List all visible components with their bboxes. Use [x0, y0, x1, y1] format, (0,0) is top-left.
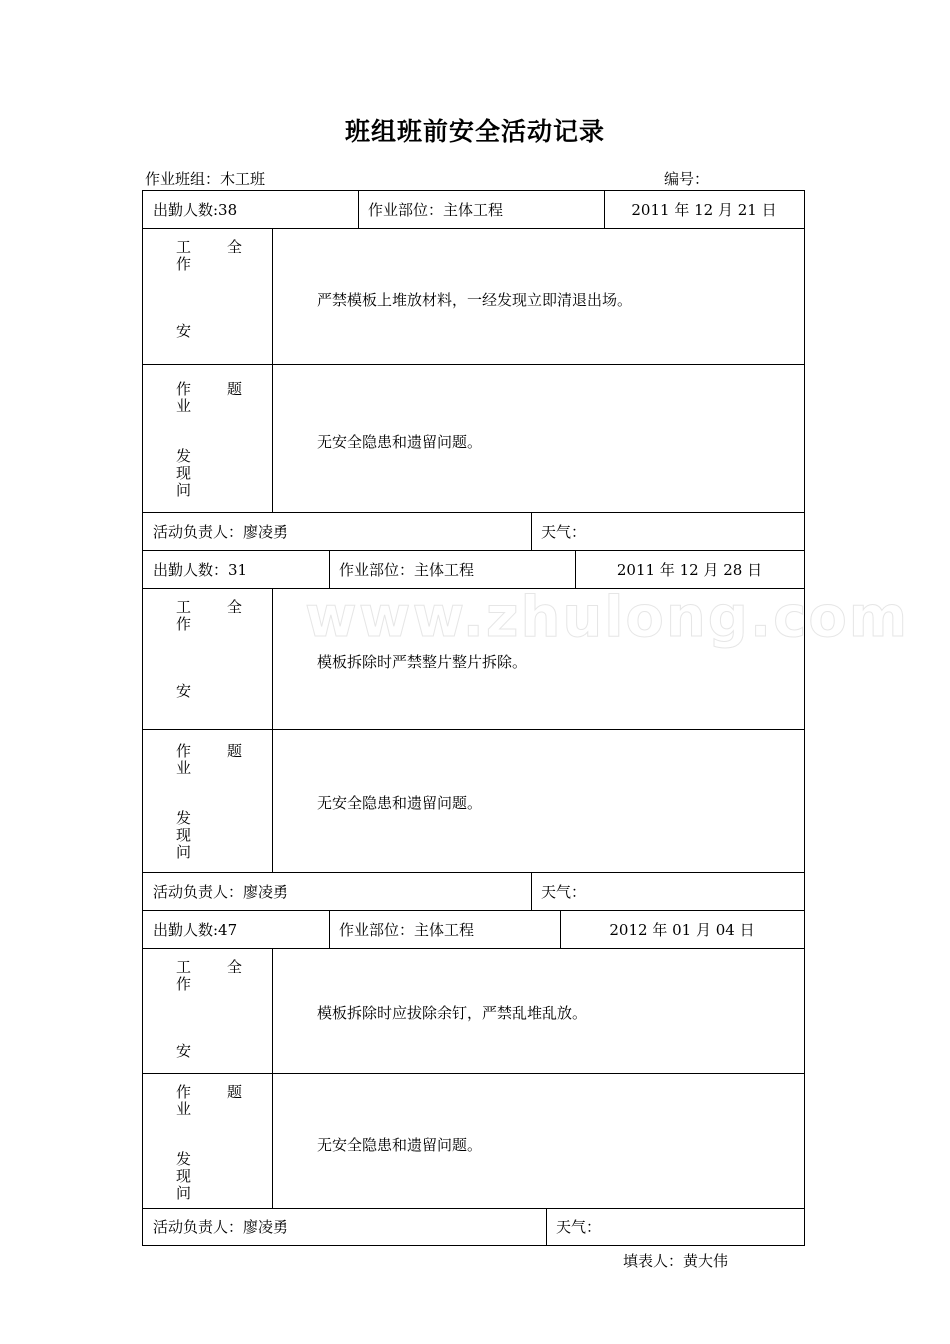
- record-1-attendance: 出勤人数:38: [153, 201, 238, 219]
- record-2-leader: 活动负责人：廖凌勇: [153, 883, 289, 901]
- record-table: [142, 190, 805, 1246]
- record-3-location: 作业部位：主体工程: [339, 921, 475, 939]
- record-3-safety-content: 模板拆除时应拔除余钉，严禁乱堆乱放。: [317, 1004, 588, 1022]
- record-3-weather: 天气：: [556, 1218, 602, 1236]
- record-2-safety-label-d: 安: [176, 682, 192, 700]
- record-1-issue-label-d: 发: [176, 447, 192, 465]
- record-1-leader: 活动负责人：廖凌勇: [153, 523, 289, 541]
- record-3-safety-label-d: 安: [176, 1042, 192, 1060]
- record-2-issue-label-a: 作: [176, 742, 192, 760]
- record-1-safety-label-c: 全: [227, 238, 243, 256]
- record-2-footer: [143, 873, 804, 911]
- record-1-safety-row: [143, 229, 804, 365]
- record-1-issue-label-a: 作: [176, 380, 192, 398]
- record-2-issue-label-f: 问: [176, 843, 192, 861]
- record-1-safety-label-b: 作: [176, 255, 192, 273]
- record-3-safety-label-a: 工: [176, 958, 192, 976]
- record-2-attendance: 出勤人数：31: [153, 561, 248, 579]
- record-3-header: [143, 911, 804, 949]
- record-2-weather: 天气：: [541, 883, 587, 901]
- record-2-safety-label-b: 作: [176, 615, 192, 633]
- record-1-issue-label-f: 问: [176, 481, 192, 499]
- record-1-safety-label-d: 安: [176, 322, 192, 340]
- filler-label: 填表人：黄大伟: [623, 1252, 729, 1270]
- record-1-weather: 天气：: [541, 523, 587, 541]
- record-1-safety-label-a: 工: [176, 238, 192, 256]
- record-2-issue-row: [143, 730, 804, 873]
- record-3-footer: [143, 1209, 804, 1245]
- record-2-safety-content: 模板拆除时严禁整片整片拆除。: [317, 653, 528, 671]
- record-3-safety-row: [143, 949, 804, 1074]
- record-1-issue-content: 无安全隐患和遗留问题。: [317, 433, 483, 451]
- number-label: 编号：: [664, 170, 710, 188]
- record-2-issue-content: 无安全隐患和遗留问题。: [317, 794, 483, 812]
- record-1-location: 作业部位：主体工程: [368, 201, 504, 219]
- record-3-safety-label-b: 作: [176, 975, 192, 993]
- record-1-issue-label-c: 题: [227, 380, 243, 398]
- record-3-issue-label-e: 现: [176, 1167, 192, 1185]
- record-3-attendance: 出勤人数:47: [153, 921, 238, 939]
- record-2-issue-label-b: 业: [176, 759, 192, 777]
- record-2-location: 作业部位：主体工程: [339, 561, 475, 579]
- record-3-issue-label-f: 问: [176, 1184, 192, 1202]
- record-1-date: 2011 年 12 月 21 日: [631, 201, 777, 219]
- record-3-issue-content: 无安全隐患和遗留问题。: [317, 1136, 483, 1154]
- record-2-safety-row: [143, 589, 804, 730]
- record-3-issue-label-a: 作: [176, 1083, 192, 1101]
- record-3-issue-label-d: 发: [176, 1150, 192, 1168]
- record-2-issue-label-c: 题: [227, 742, 243, 760]
- record-1-issue-label-b: 业: [176, 397, 192, 415]
- record-3-issue-label-c: 题: [227, 1083, 243, 1101]
- record-2-safety-label-c: 全: [227, 598, 243, 616]
- record-2-safety-label-a: 工: [176, 598, 192, 616]
- record-2-header: [143, 551, 804, 589]
- watermark: www.zhulong.com: [305, 585, 910, 650]
- record-3-issue-row: [143, 1074, 804, 1209]
- record-1-header: [143, 191, 804, 229]
- record-2-issue-label-d: 发: [176, 809, 192, 827]
- record-3-safety-label-c: 全: [227, 958, 243, 976]
- record-3-date: 2012 年 01 月 04 日: [609, 921, 755, 939]
- record-1-safety-content: 严禁模板上堆放材料，一经发现立即清退出场。: [317, 291, 633, 309]
- record-1-issue-label-e: 现: [176, 464, 192, 482]
- record-1-footer: [143, 513, 804, 551]
- team-label: 作业班组：木工班: [145, 170, 266, 188]
- record-3-leader: 活动负责人：廖凌勇: [153, 1218, 289, 1236]
- record-2-date: 2011 年 12 月 28 日: [616, 561, 763, 579]
- record-3-issue-label-b: 业: [176, 1100, 192, 1118]
- page-title: 班组班前安全活动记录: [344, 117, 605, 146]
- record-2-issue-label-e: 现: [176, 826, 192, 844]
- record-1-issue-row: [143, 365, 804, 513]
